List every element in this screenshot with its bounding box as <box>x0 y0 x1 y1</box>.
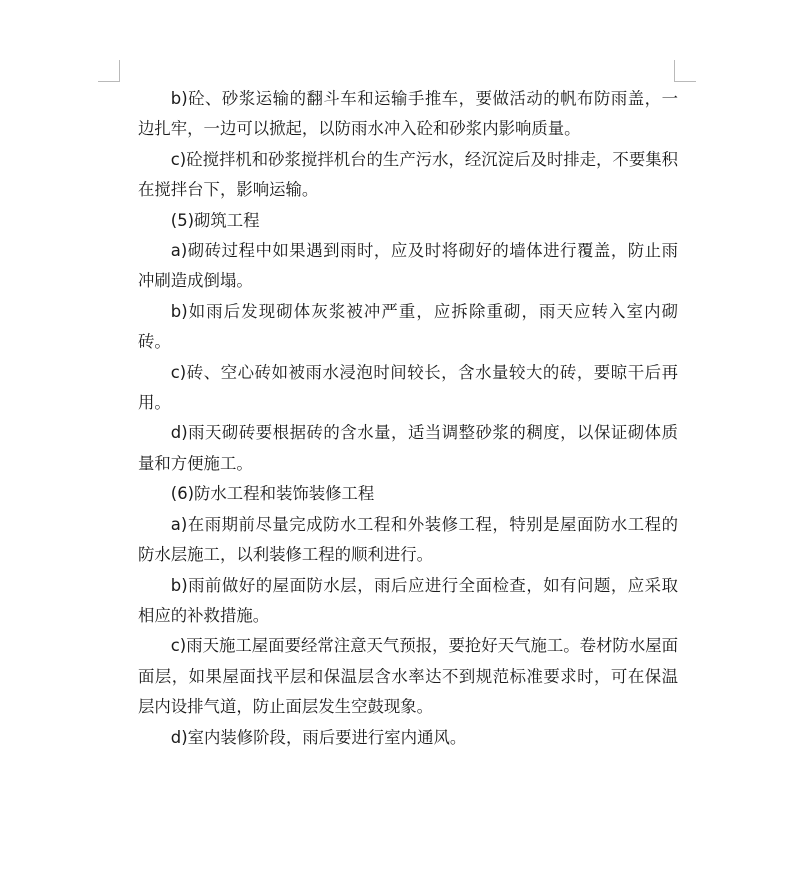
paragraph-c-roof-rain-work: c)雨天施工屋面要经常注意天气预报，要抢好天气施工。卷材防水屋面面层，如果屋面找平层和保温层含水率达不到规范标准要求时，可在保温层内设排气道，防止面层发生空鼓现象。 <box>138 636 678 717</box>
top-right-margin-mark <box>674 60 696 82</box>
paragraph-d-indoor-ventilation: d)室内装修阶段，雨后要进行室内通风。 <box>170 727 467 747</box>
paragraph-b-transport: b)砼、砂浆运输的翻斗车和运输手推车，要做活动的帆布防雨盖，一边扎牢，一边可以掀起，以防雨水冲入砼和砂浆内影响质量。 <box>138 89 678 139</box>
section-heading-waterproofing: (6)防水工程和装饰装修工程 <box>170 484 375 504</box>
paragraph-b-roof-inspection: b)雨前做好的屋面防水层，雨后应进行全面检查，如有问题，应采取相应的补救措施。 <box>138 575 678 625</box>
paragraph-b-masonry-rebuild: b)如雨后发现砌体灰浆被冲严重，应拆除重砌，雨天应转入室内砌砖。 <box>138 301 678 352</box>
paragraph-c-wastewater: c)砼搅拌机和砂浆搅拌机台的生产污水，经沉淀后及时排走，不要集积在搅拌台下，影响运输。 <box>138 149 678 200</box>
paragraph-c-brick-drying: c)砖、空心砖如被雨水浸泡时间较长，含水量较大的砖，要晾干后再用。 <box>138 362 678 413</box>
paragraph-a-masonry-cover: a)砌砖过程中如果遇到雨时，应及时将砌好的墙体进行覆盖，防止雨冲刷造成倒塌。 <box>138 241 678 291</box>
document-body <box>138 84 678 753</box>
paragraph-d-mortar-consistency: d)雨天砌砖要根据砖的含水量，适当调整砂浆的稠度，以保证砌体质量和方便施工。 <box>138 423 678 473</box>
top-left-margin-mark <box>98 60 120 82</box>
section-heading-masonry: (5)砌筑工程 <box>170 210 260 230</box>
paragraph-a-waterproofing-early: a)在雨期前尽量完成防水工程和外装修工程，特别是屋面防水工程的防水层施工，以利装修工程的顺利进行。 <box>138 514 678 565</box>
